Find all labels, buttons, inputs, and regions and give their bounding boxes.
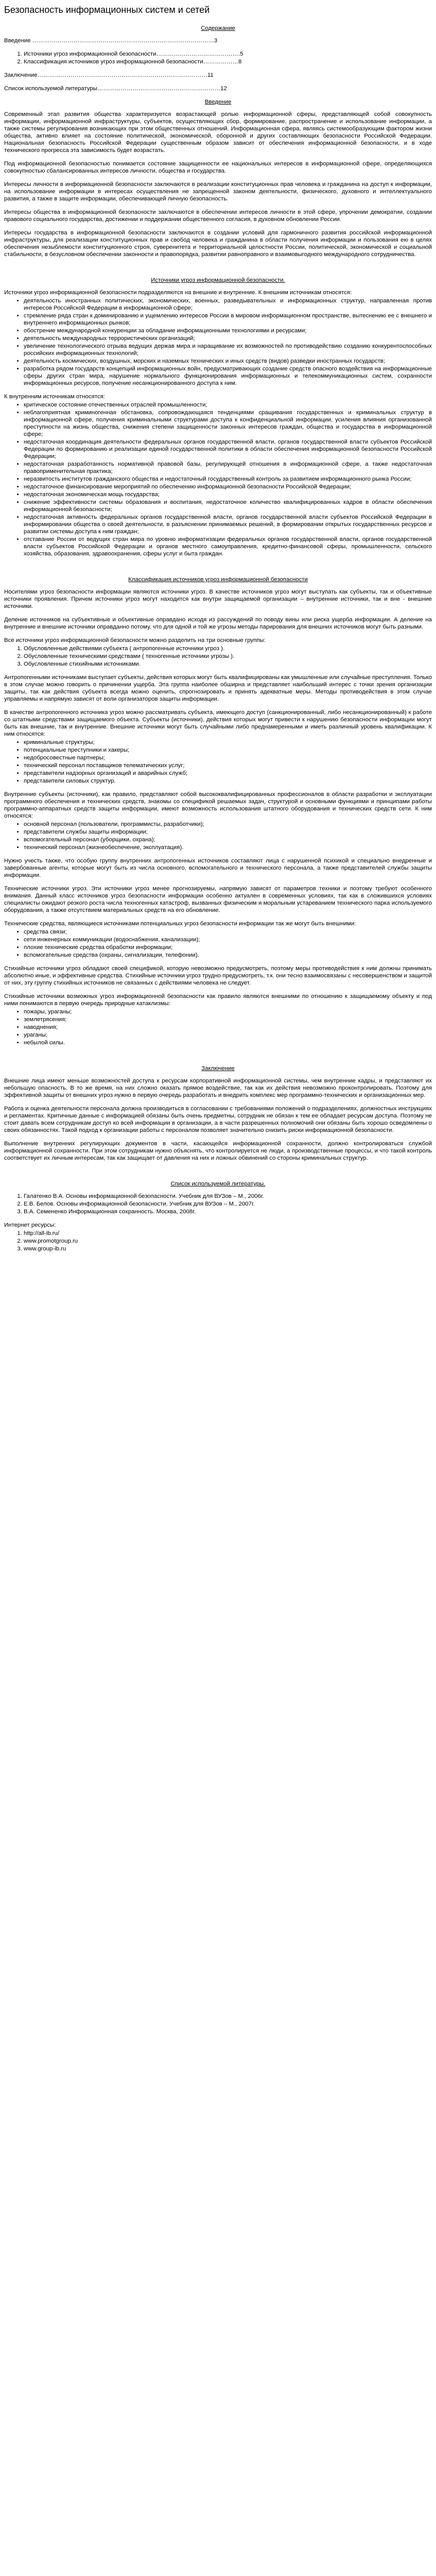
classification-paragraph: Технические источники угроз. Эти источники угроз менее прогнозируемы, напрямую зависят от параметров техники и поэтому требуют особенного внимания. Данный класс источников угроз безопасности информации особенно актуален в современных условиях, так как в сложившихся условиях специалисты ожидают резкого роста числа техногенных катастроф, вызванных физическим и моральным устареванием технического парка используемого оборудования, а также отсутствием материальных средств на его обновление. [4, 886, 432, 913]
classification-paragraph: Технические средства, являющиеся источниками потенциальных угроз безопасности информации так же могут быть внешними: [4, 921, 356, 927]
anthro-internal-list [4, 821, 432, 851]
list-item: • технический персонал (жизнеобеспечение, эксплуатация). [24, 844, 432, 851]
classification-paragraph: Все источники угроз информационной безопасности можно разделить на три основные группы: [4, 637, 266, 643]
page [0, 0, 436, 1252]
resource-link[interactable]: www.promotgroup.ru [24, 1238, 78, 1244]
classification-heading: Классификация источников угроз информационной безопасности [128, 577, 308, 583]
list-item: • недостаточная координация деятельности федеральных органов государственной власти, органов государственной власти субъектов Российской Федерации по формированию и реализации единой государственной политики в области обеспечения информационной безопасности Российской Федерации; [24, 438, 432, 460]
list-item: • вспомогательный персонал (уборщики, охрана); [24, 836, 432, 843]
internal-sources-list [4, 401, 432, 557]
list-item: 2. Обусловленные техническими средствами ( техногенные источники угрозы ). [24, 653, 432, 660]
classification-paragraph: Стихийные источники угроз обладают своей спецификой, которую невозможно предусмотреть, поэтому меры противодействия к ним должны принимать абсолютно иные, и эффективные средства. Стихийные источники угроз трудно предусмотреть, т.к. они тесно взаимосвязаны с несовершенством и защитой от них, эту группу стихийных источников не связанных с действиями человека не следует. [4, 965, 432, 986]
internal-lead: К внутренним источникам относятся: [4, 394, 105, 400]
classification-paragraph: Деление источников на субъективные и объективные оправдано исходя из рассуждений по поводу вины или риска ущерба информации. А деление на внутренние и внешние источники оправданно потому, что для одной и той же угрозы методы парирования для внешних источников могут быть разными. [4, 617, 432, 630]
list-item: 3. Обусловленные стихийными источниками. [24, 660, 432, 668]
intro-paragraph: Интересы общества в информационной безопасности заключаются в обеспечении интересов личности в этой сфере, упрочении демократии, создании правового социального государства, достижении и поддержании общественного согласия, в духовном обновлении России. [4, 209, 432, 223]
resource-link[interactable]: http://all-ib.ru/ [24, 1230, 60, 1236]
list-item: • небылой силы. [24, 1039, 432, 1046]
list-item: 1. Обусловленные действиями субъекта ( антропогенные источники угроз ). [24, 645, 432, 652]
links-list [4, 1230, 432, 1252]
toc-references: Список используемой литературы………………………………………………………12 [4, 86, 227, 92]
conclusion-heading: Заключение [201, 1065, 235, 1072]
toc-heading: Содержание [201, 25, 235, 31]
toc-item: 2. Классификация источников угроз информационной безопасности………………8 [24, 58, 432, 65]
external-sources-list [4, 297, 432, 387]
sources-heading: Источники угроз информационной безопасности. [151, 277, 285, 283]
page-title: Безопасность информационных систем и сетей [4, 5, 210, 15]
list-item: • технический персонал поставщиков телематических услуг; [24, 762, 432, 769]
list-item: • сети инженерных коммуникации (водоснабжения, канализации); [24, 936, 432, 943]
list-item: • недостаточная разработанность нормативной правовой базы, регулирующей отношения в информационной сфере, а также недостаточная правоприменительная практика; [24, 461, 432, 475]
list-item: • деятельность международных террористических организаций; [24, 335, 432, 342]
toc-conclusion: Заключение……………………………………………………………………………11 [4, 72, 214, 78]
list-item: • вспомогательные средства (охраны, сигнализации, телефонии). [24, 952, 432, 959]
list-item: • плохие технические средства обработки информации; [24, 944, 432, 951]
list-item: • представители надзорных организаций и аварийных служб; [24, 770, 432, 777]
intro-paragraph: Интересы государства в информационной безопасности заключаются в создании условий для гармоничного развития российской информационной инфраструктуры, для реализации конституционных прав и свобод человека и гражданина в области получения информации и пользования ею в целях обеспечения незыблемости конституционного строя, суверенитета и территориальной целостности России, политической, экономической и социальной стабильности, в безусловном обеспечении законности и правопорядка, развитии равноправного и взаимовыгодного международного сотрудничества. [4, 230, 432, 258]
list-item: • недостаточная активность федеральных органов государственной власти, органов государственной власти субъектов Российской Федерации в информировании общества о своей деятельности, в разъяснении принимаемых решений, в формировании открытых государственных ресурсов и развитии системы доступа к ним граждан; [24, 514, 432, 535]
classification-paragraph: Антропогенными источниками выступает субъекты, действия которых могут быть квалифицированы как умышленные или случайные преступления. Только в этом случае можно говорить о причинении ущерба. Эта группа наиболее обширна и представляет наибольший интерес с точки зрения организации защиты, так как действия субъекта всегда можно оценить, спрогнозировать и принять адекватные меры. Методы противодействия в этом случае управляемы и напрямую зависят от воли организаторов защиты информации. [4, 674, 432, 702]
list-item [24, 1230, 432, 1237]
toc-item: 1. Источники угроз информационной безопасности…………………………………….5 [24, 50, 432, 58]
anthro-external-list [4, 739, 432, 785]
list-item: • пожары, ураганы; [24, 1008, 432, 1015]
list-item: • потенциальные преступники и хакеры; [24, 747, 432, 754]
natural-sources-list [4, 1008, 432, 1046]
threat-groups-list [4, 645, 432, 668]
list-item: • отставание России от ведущих стран мира по уровню информатизации федеральных органов государственной власти, органов государственной власти субъектов Российской Федерации и органов местного самоуправления, кредитно-финансовой сферы, промышленности, сельского хозяйства, образования, здравоохранения, сферы услуг и быта граждан. [24, 536, 432, 557]
list-item: • увеличение технологического отрыва ведущих держав мира и наращивание их возможностей по противодействию созданию конкурентоспособных российских информационных технологий; [24, 343, 432, 357]
classification-paragraph: Внутренние субъекты (источники), как правило, представляют собой высококвалифицированных профессионалов в области разработки и эксплуатации программного обеспечения и технических средств, знакомы со спецификой решаемых задач, структурой и основными функциями и принципами работы программно-аппаратных средств защиты информации, имеют возможность использования штатного оборудования и технических средств сети. К ним относятся: [4, 791, 432, 819]
references-heading: Список используемой литературы. [170, 1181, 266, 1187]
sources-lead: Источники угроз информационной безопасности подразделяются на внешние и внутренние. К внешним источникам относятся: [4, 290, 352, 296]
intro-paragraph: Под информационной безопасностью понимается состояние защищенности ее национальных интересов в информационной сфере, определяющихся совокупностью сбалансированных интересов личности, общества и государства. [4, 161, 432, 174]
list-item: • недостаточная экономическая мощь государства; [24, 491, 432, 498]
conclusion-paragraph: Работа и оценка деятельности персонала должна производиться в согласовании с требованиями положений о подразделениях, должностных инструкциях и регламентах. Критичные данные с информацией обязаны быть очень предметны, сотрудник не обязан к тем ее обладает ресурсам доступа. Поэтому не стоит давать всем сотрудникам доступ ко всей информации в организации, а в части разрешенных полномочий они обязаны быть хорошо осведомлены о своих обязанностях. Такой подход к организации работы с персоналом позволяет значительно снизить риски информационной безопасности. [4, 1106, 432, 1133]
list-item: • ураганы; [24, 1031, 432, 1039]
list-item: • снижение эффективности системы образования и воспитания, недостаточное количество квалифицированных кадров в области обеспечения информационной безопасности; [24, 499, 432, 513]
list-item [24, 1245, 432, 1252]
list-item: • недостаточное финансирование мероприятий по обеспечению информационной безопасности Российской Федерации; [24, 483, 432, 490]
toc-list [4, 50, 432, 65]
conclusion-paragraph: Выполнение внутренних регулирующих документов в части, касающейся информационной сохранности, должно контролироваться службой информационной сохранности. При этом сотрудникам нужно объяснять, что контролируется не люди, а производственные процессы, и что такой контроль соответствует их личным интересам, так как защищает от давления на них и ложных обвинений со стороны криминальных структур. [4, 1141, 432, 1161]
list-item: 1. Галатенко В.А. Основы информационной безопасности. Учебник для ВУЗов – М., 2006г. [24, 1193, 432, 1200]
conclusion-paragraph: Внешние лица имеют меньше возможностей доступа к ресурсам корпоративной информационной системы, чем внутренние кадры, и представляют их небольшую опасность. В то же время, на них сложно оказать прямое воздействие, так как их действия невозможно проконтролировать. Поэтому для эффективной защиты от внешних угроз нужно в первую очередь разработать и внедрить комплекс мер программно-технических и организационных мер. [4, 1078, 432, 1098]
list-item: • землетрясения; [24, 1016, 432, 1023]
list-item: • критическое состояние отечественных отраслей промышленности; [24, 401, 432, 409]
tech-external-list [4, 928, 432, 959]
classification-paragraph: В качестве антропогенного источника угроз можно рассматривать субъекта, имеющего доступ (санкционированный, либо несанкционированный) к работе со штатными средствами защищаемого объекта. Субъекты (источники), действия которых могут привести к нарушению безопасности информации могут быть как внешние, так и внутренние. Внешние источники могут быть случайными либо преднамеренными и иметь различный уровень квалификации. К ним относятся: [4, 709, 432, 737]
list-item: • обострение международной конкуренции за обладание информационными технологиями и ресурсами; [24, 327, 432, 334]
list-item: • стремление ряда стран к доминированию и ущемлению интересов России в мировом информационном пространстве, вытеснению ее с внешнего и внутреннего информационных рынков; [24, 312, 432, 327]
list-item: 3. В.А. Семененко Информационная сохранность. Москва, 2008г. [24, 1208, 432, 1215]
references-list [4, 1193, 432, 1215]
list-item: • деятельность космических, воздушных, морских и наземных технических и иных средств (видов) разведки иностранных государств; [24, 358, 432, 365]
list-item: • разработка рядом государств концепций информационных войн, предусматривающих создание средств опасного воздействия на информационные сферы других стран мира, нарушение нормального функционирования информационных и телекоммуникационных систем, сохранности информационных ресурсов, получение несанкционированного доступа к ним. [24, 365, 432, 387]
internet-resources-label: Интернет ресурсы: [4, 1222, 56, 1228]
resource-link[interactable]: www.group-ib.ru [24, 1246, 66, 1252]
list-item: • деятельность иностранных политических, экономических, военных, разведывательных и информационных структур, направленная против интересов Российской Федерации в информационной сфере; [24, 297, 432, 312]
list-item: • средства связи; [24, 928, 432, 936]
classification-paragraph: Носителями угроз безопасности информации являются источники угроз. В качестве источников угроз могут выступать как субъекты, так и объективные источники проявления. Причем источники угроз могут находится как внутри защищаемой организации – внутренние источники, так и вне - внешние источники. [4, 589, 432, 609]
list-item: • неблагоприятная криминогенная обстановка, сопровождающаяся тенденциями сращивания государственных и криминальных структур в информационной сфере, получения криминальными структурами доступа к конфиденциальной информации, усиления влияния организованной преступности на жизнь общества, снижения степени защищенности законных интересов граждан, общества и государства в информационной сфере; [24, 409, 432, 438]
classification-paragraph: Стихийные источники возможных угроз информационной безопасности как правило являются внешними по отношению к защищаемому объекту и под ними понимаются в первую очередь природные катаклизмы: [4, 993, 432, 1007]
list-item: 2. Е.В. Белов. Основы информационной безопасности. Учебник для ВУЗов – М., 2007г. [24, 1200, 432, 1208]
list-item: • представители силовых структур. [24, 777, 432, 785]
list-item [24, 1238, 432, 1245]
intro-heading: Введение [204, 99, 232, 105]
classification-paragraph: Нужно учесть также, что особую группу внутренних антропогенных источников составляют лица с нарушенной психикой и специально внедренные и завербованные агенты, которые могут быть из числа основного, вспомогательного и технического персонала, а также представителей службы защиты информации. [4, 858, 432, 878]
list-item: • наводнения; [24, 1024, 432, 1031]
list-item: • неразвитость институтов гражданского общества и недостаточный государственный контроль за развитием информационного рынка России; [24, 476, 432, 483]
toc-intro: Введение …………………………………………………………………………………3 [4, 38, 218, 44]
list-item: • криминальные структуры; [24, 739, 432, 746]
list-item: • представители службы защиты информации; [24, 828, 432, 836]
list-item: • недобросовестные партнеры; [24, 754, 432, 761]
intro-paragraph: Современный этап развития общества характеризуется возрастающей ролью информационной сферы, представляющей собой совокупность информации, информационной инфраструктуры, субъектов, осуществляющих сбор, формирование, распространение и использование информации, а также системы регулирования возникающих при этом общественных отношений. Информационная сфера, являясь системообразующим фактором жизни общества, активно влияет на состояние политической, экономической, оборонной и других составляющих безопасности Российской Федерации. Национальная безопасность Российской Федерации существенным образом зависит от обеспечения информационной безопасности, и в ходе технического прогресса эта зависимость будет возрастать. [4, 111, 432, 154]
list-item: • основной персонал (пользователи, программисты, разработчики); [24, 821, 432, 828]
intro-paragraph: Интересы личности в информационной безопасности заключаются в реализации конституционных прав человека и гражданина на доступ к информации, на использование информации в интересах осуществления не запрещенной законом деятельности, физического, духовного и интеллектуального развития, а также в защите информации, обеспечивающей личную безопасность. [4, 181, 432, 202]
